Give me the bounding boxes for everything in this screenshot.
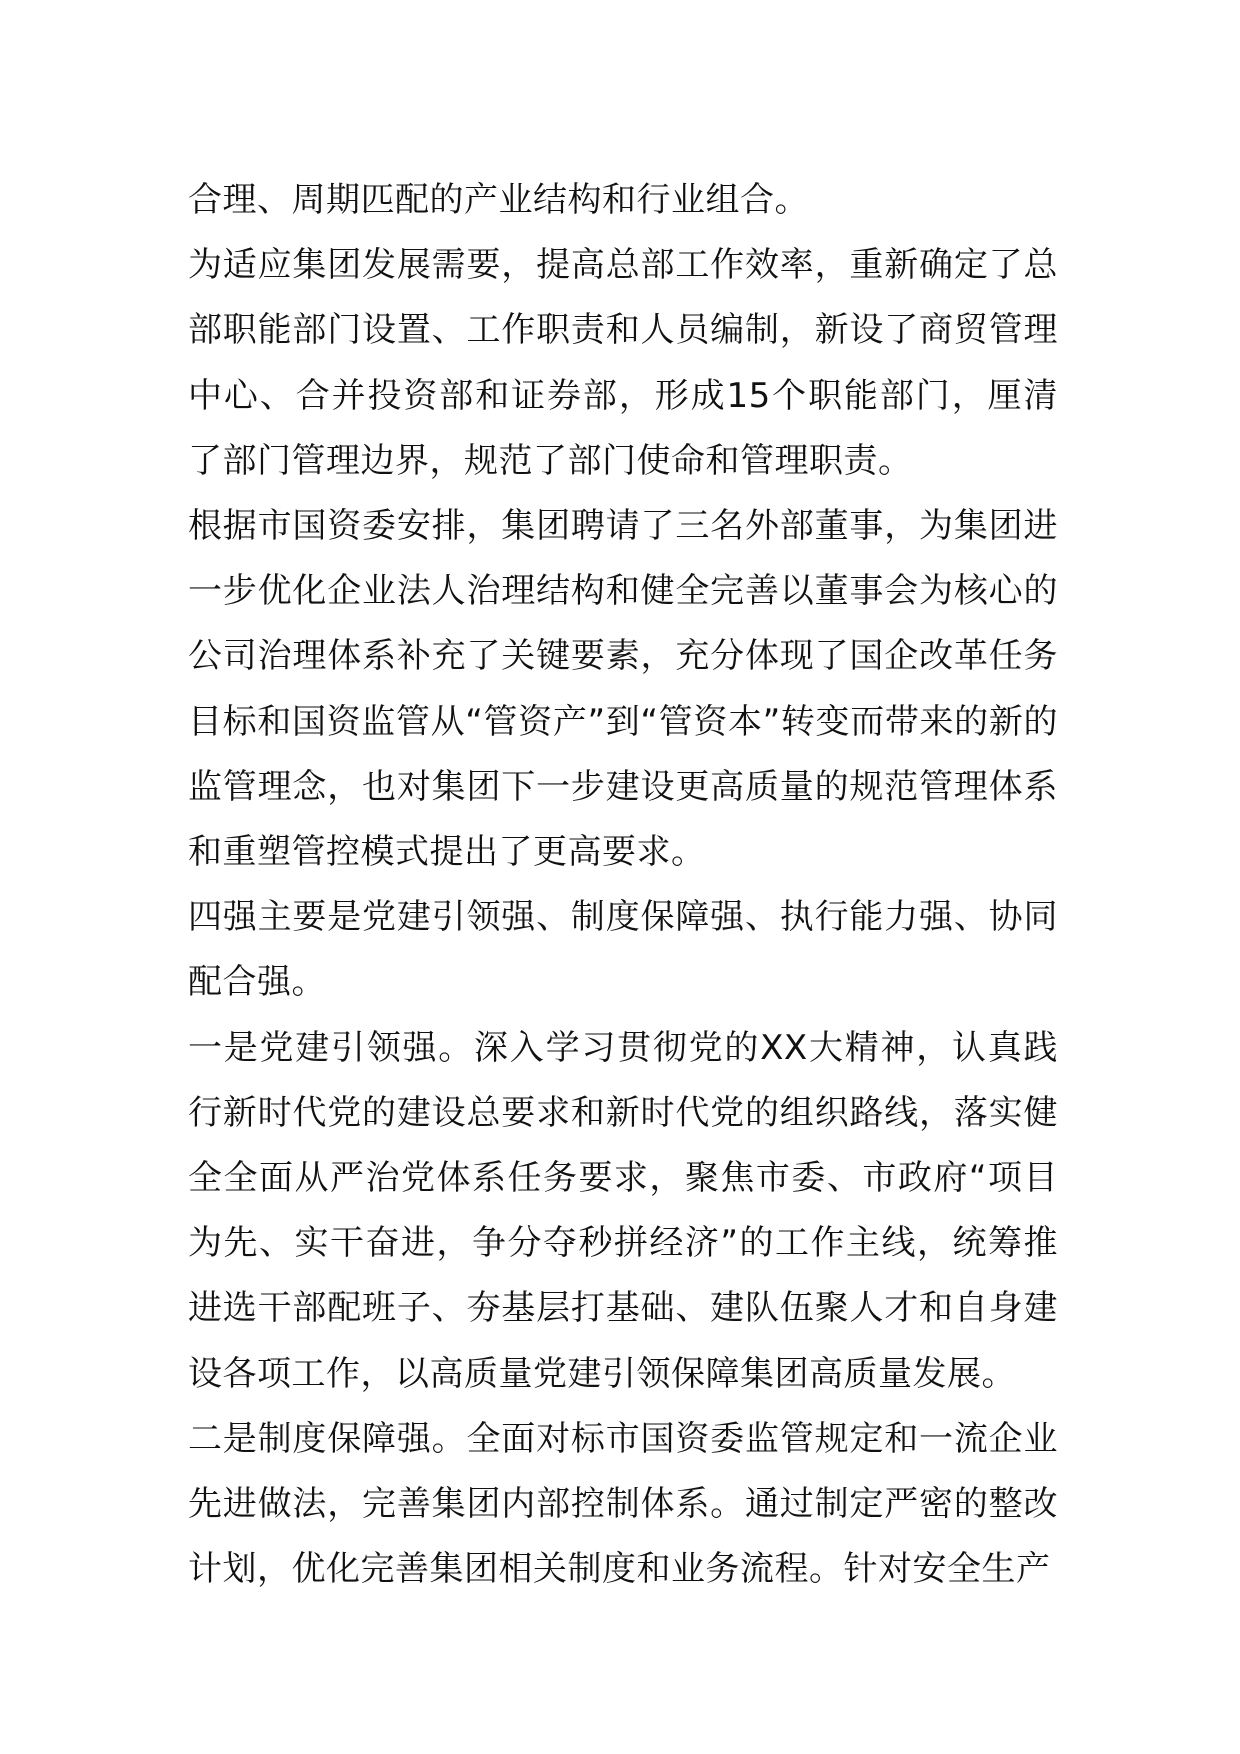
paragraph-external-directors: 根据市国资委安排，集团聘请了三名外部董事，为集团进一步优化企业法人治理结构和健全完善以董事会为核心的公司治理体系补充了关键要素，充分体现了国企改革任务目标和国资监管从“管资产”到“管资本”转变而带来的新的监管理念，也对集团下一步建设更高质量的规范管理体系和重塑管控模式提出了更高要求。: [188, 506, 1058, 873]
paragraph-party-leadership: 一是党建引领强。深入学习贯彻党的XX大精神，认真践行新时代党的建设总要求和新时代党的组织路线，落实健全全面从严治党体系任务要求，聚焦市委、市政府“项目为先、实干奋进，争分夺秒拼经济”的工作主线，统筹推进选干部配班子、夯基层打基础、建队伍聚人才和自身建设各项工作，以高质量党建引领保障集团高质量发展。: [188, 1027, 1058, 1394]
paragraph-four-strengths: 四强主要是党建引领强、制度保障强、执行能力强、协同配合强。: [188, 897, 1058, 1003]
paragraph-system-guarantee: 二是制度保障强。全面对标市国资委监管规定和一流企业先进做法，完善集团内部控制体系。通过制定严密的整改计划，优化完善集团相关制度和业务流程。针对安全生产: [188, 1418, 1058, 1590]
paragraph-headquarters-departments: 为适应集团发展需要，提高总部工作效率，重新确定了总部职能部门设置、工作职责和人员编制，新设了商贸管理中心、合并投资部和证券部，形成15个职能部门，厘清了部门管理边界，规范了部门使命和管理职责。: [188, 245, 1058, 481]
paragraph-industry-structure: 合理、周期匹配的产业结构和行业组合。: [188, 180, 809, 220]
document-body: [188, 168, 1058, 1602]
